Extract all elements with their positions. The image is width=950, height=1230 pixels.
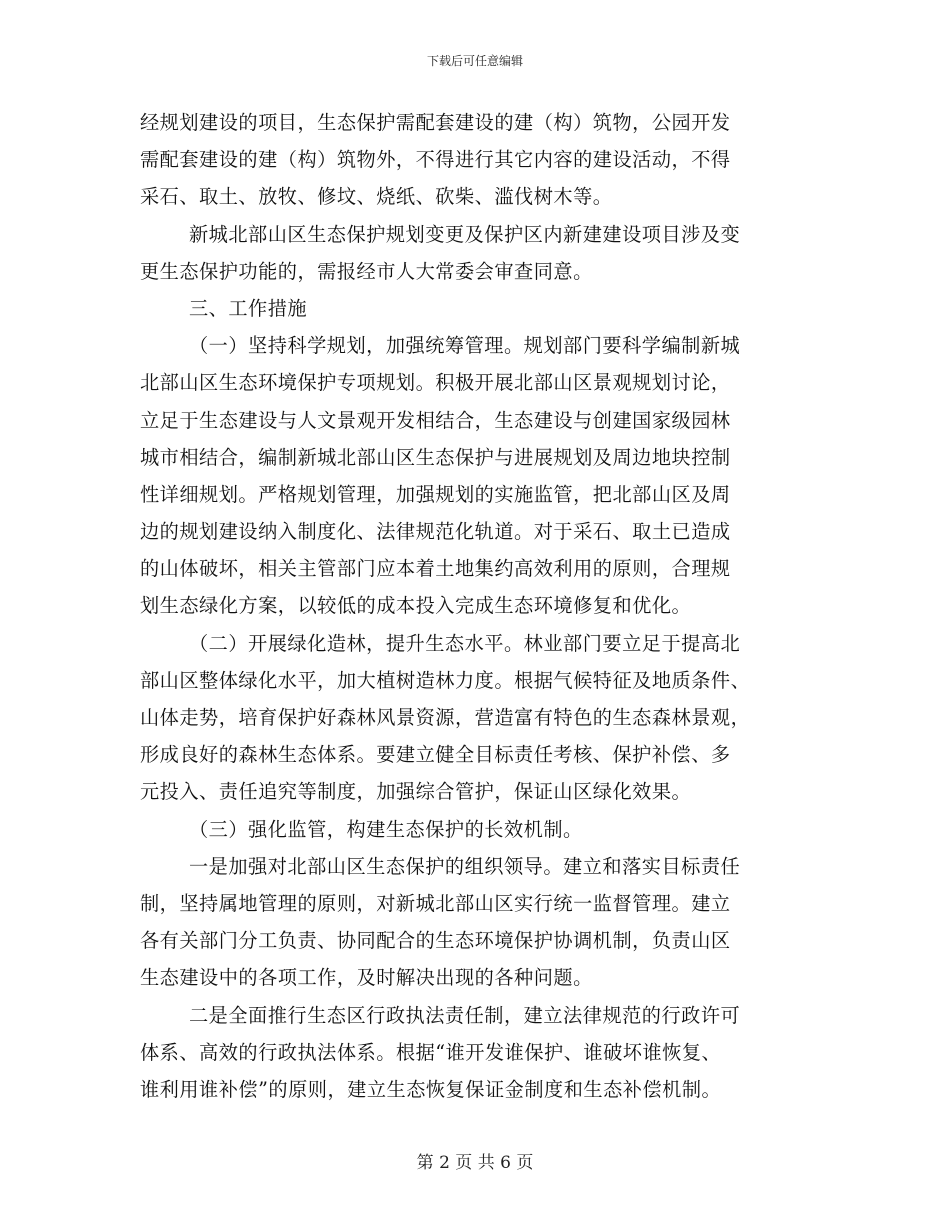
text-line: 性详细规划。严格规划管理，加强规划的实施监管，把北部山区及周 [140,482,731,506]
paragraph-start: （二）开展绿化造林，提升生态水平。林业部门要立足于提高北 [189,631,741,655]
page-number: 第 2 页 共 6 页 [416,1153,534,1173]
text-line: 谁利用谁补偿”的原则，建立生态恢复保证金制度和生态补偿机制。 [140,1077,722,1101]
text-line: 边的规划建设纳入制度化、法律规范化轨道。对于采石、取土已造成 [140,520,731,544]
text-line: 体系、高效的行政执法体系。根据“谁开发谁保护、谁破坏谁恢复、 [140,1040,722,1064]
paragraph-start: （三）强化监管，构建生态保护的长效机制。 [189,817,583,841]
text-line: 山体走势，培育保护好森林风景资源，营造富有特色的生态森林景观， [140,706,751,729]
text-line: 北部山区生态环境保护专项规划。积极开展北部山区景观规划讨论， [140,371,731,395]
text-line: 需配套建设的建（构）筑物外，不得进行其它内容的建设活动，不得 [140,148,731,172]
text-line: 的山体破坏，相关主管部门应本着土地集约高效利用的原则，合理规 [140,557,731,581]
paragraph-start: 一是加强对北部山区生态保护的组织领导。建立和落实目标责任 [189,854,741,878]
text-line: 部山区整体绿化水平，加大植树造林力度。根据气候特征及地质条件、 [140,668,751,692]
text-line: 经规划建设的项目，生态保护需配套建设的建（构）筑物，公园开发 [140,111,731,134]
text-line: 制，坚持属地管理的原则，对新城北部山区实行统一监督管理。建立 [140,891,731,915]
paragraph-start: 新城北部山区生态保护规划变更及保护区内新建建设项目涉及变 [189,222,741,246]
text-line: 各有关部门分工负责、协同配合的生态环境保护协调机制，负责山区 [140,929,731,953]
paragraph-start: （一）坚持科学规划，加强统筹管理。规划部门要科学编制新城 [189,334,741,358]
paragraph-start: 二是全面推行生态区行政执法责任制，建立法律规范的行政许可 [189,1003,741,1027]
text-line: 采石、取土、放牧、修坟、烧纸、砍柴、滥伐树木等。 [140,185,613,209]
text-line: 城市相结合，编制新城北部山区生态保护与进展规划及周边地块控制 [140,445,731,469]
text-line: 划生态绿化方案，以较低的成本投入完成生态环境修复和优化。 [140,594,692,618]
document-body [140,104,815,1108]
text-line: 更生态保护功能的，需报经市人大常委会审查同意。 [140,259,593,283]
text-line: 立足于生态建设与人文景观开发相结合，生态建设与创建国家级园林 [140,408,731,432]
text-line: 形成良好的森林生态体系。要建立健全目标责任考核、保护补偿、多 [140,743,731,767]
text-line: 生态建设中的各项工作，及时解决出现的各种问题。 [140,966,593,990]
section-heading: 三、工作措施 [189,296,308,320]
text-line: 元投入、责任追究等制度，加强综合管护，保证山区绿化效果。 [140,780,692,804]
page-header: 下载后可任意编辑 [426,54,523,68]
